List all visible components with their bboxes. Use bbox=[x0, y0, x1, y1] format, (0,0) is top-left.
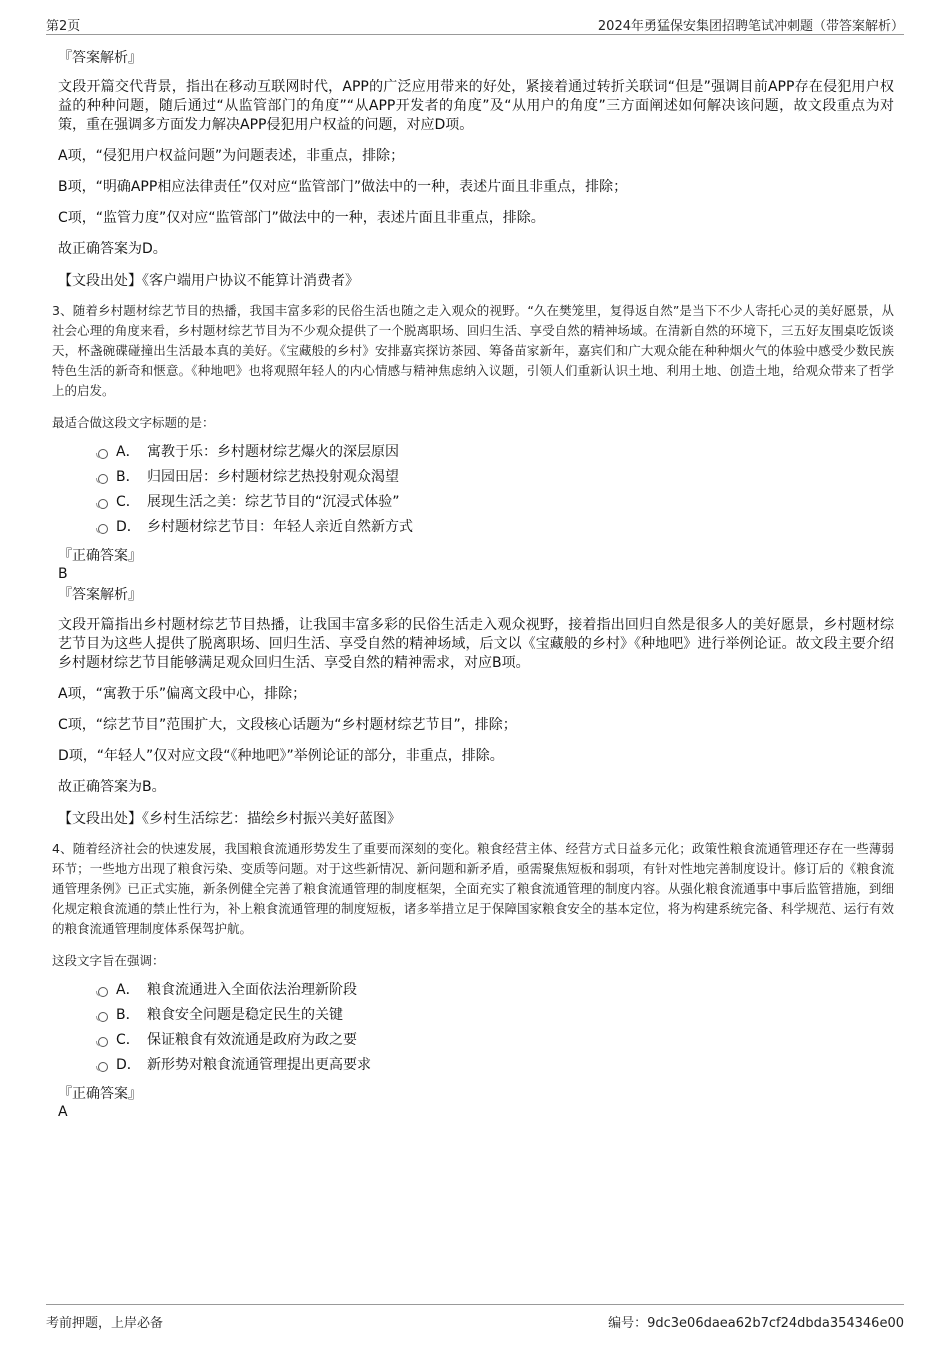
option-text: 新形势对粮食流通管理提出更高要求 bbox=[147, 1057, 371, 1073]
option-text: 展现生活之美：综艺节目的“沉浸式体验” bbox=[147, 494, 400, 510]
analysis-tag: 『答案解析』 bbox=[58, 587, 142, 603]
question-4-prompt: 这段文字旨在强调： bbox=[52, 953, 165, 968]
option-c[interactable] bbox=[58, 490, 894, 515]
option-a[interactable] bbox=[58, 978, 894, 1003]
option-c[interactable] bbox=[58, 1028, 894, 1053]
option-text: 寓教于乐：乡村题材综艺爆火的深层原因 bbox=[147, 444, 399, 460]
passage-source: 【文段出处】《乡村生活综艺：描绘乡村振兴美好蓝图》 bbox=[58, 811, 401, 827]
option-letter: D． bbox=[116, 1057, 141, 1073]
radio-icon[interactable] bbox=[98, 987, 108, 997]
analysis-text: 文段开篇指出乡村题材综艺节目热播，让我国丰富多彩的民俗生活走入观众视野，接着指出回归自然是很多人的美好愿景，乡村题材综艺节目为这些人提供了脱离职场、回归生活、享受自然的精神场域，后文以《宝藏般的乡村》《种地吧》进行举例论证。故文段主要介绍乡村题材综艺节目能够满足观众回归生活、享受自然的精神需求，对应B项。 bbox=[58, 617, 894, 671]
option-letter: C． bbox=[116, 494, 140, 510]
correct-answer: A bbox=[58, 1104, 68, 1120]
option-text: 乡村题材综艺节目：年轻人亲近自然新方式 bbox=[147, 519, 413, 535]
passage-source: 【文段出处】《客户端用户协议不能算计消费者》 bbox=[58, 273, 359, 289]
question-4-stem: 4、随着经济社会的快速发展，我国粮食流通形势发生了重要而深刻的变化。粮食经营主体、经营方式日益多元化；政策性粮食流通管理还存在一些薄弱环节；一些地方出现了粮食污染、变质等问题。对于这些新情况、新问题和新矛盾，亟需聚焦短板和弱项，有针对性地完善制度设计。修订后的《粮食流通管理条例》已正式实施，新条例健全完善了粮食流通管理的制度框架，全面充实了粮食流通管理的制度内容。从强化粮食流通事中事后监管措施，到细化规定粮食流通的禁止性行为，补上粮食流通管理的制度短板，诸多举措立足于保障国家粮食安全的基本定位，将为构建系统完备、科学规范、运行有效的粮食流通管理制度体系保驾护航。 bbox=[52, 841, 894, 936]
analysis-conclusion: 故正确答案为B。 bbox=[58, 779, 166, 795]
option-b[interactable] bbox=[58, 1003, 894, 1028]
page-number: 第2页 bbox=[46, 19, 81, 34]
footer-slogan: 考前押题，上岸必备 bbox=[46, 1316, 164, 1331]
radio-icon[interactable] bbox=[98, 524, 108, 534]
option-text: 粮食安全问题是稳定民生的关键 bbox=[147, 1007, 343, 1023]
option-text: 粮食流通进入全面依法治理新阶段 bbox=[147, 982, 357, 998]
document-serial: 编号：9dc3e06daea62b7cf24dbda354346e00 bbox=[608, 1316, 904, 1331]
correct-answer: B bbox=[58, 566, 68, 582]
option-a[interactable] bbox=[58, 440, 894, 465]
radio-icon[interactable] bbox=[98, 474, 108, 484]
analysis-point-c: C项，“综艺节目”范围扩大，文段核心话题为“乡村题材综艺节目”，排除； bbox=[58, 717, 517, 733]
analysis-point-a: A项，“侵犯用户权益问题”为问题表述，非重点，排除； bbox=[58, 148, 405, 164]
analysis-tag: 『答案解析』 bbox=[58, 50, 142, 66]
radio-icon[interactable] bbox=[98, 1012, 108, 1022]
radio-icon[interactable] bbox=[98, 1037, 108, 1047]
page-content bbox=[52, 48, 894, 1120]
analysis-point-a: A项，“寓教于乐”偏离文段中心，排除； bbox=[58, 686, 307, 702]
option-d[interactable] bbox=[58, 1053, 894, 1078]
option-d[interactable] bbox=[58, 515, 894, 540]
option-letter: D． bbox=[116, 519, 141, 535]
page-header bbox=[46, 12, 904, 35]
analysis-point-b: B项，“明确APP相应法律责任”仅对应“监管部门”做法中的一种，表述片面且非重点，排除； bbox=[58, 179, 628, 195]
radio-icon[interactable] bbox=[98, 499, 108, 509]
document-title: 2024年勇猛保安集团招聘笔试冲刺题（带答案解析） bbox=[597, 19, 904, 34]
analysis-point-d: D项，“年轻人”仅对应文段“《种地吧》”举例论证的部分，非重点，排除。 bbox=[58, 748, 504, 764]
page-footer bbox=[46, 1304, 904, 1331]
question-3-prompt: 最适合做这段文字标题的是： bbox=[52, 415, 215, 430]
option-b[interactable] bbox=[58, 465, 894, 490]
option-text: 保证粮食有效流通是政府为政之要 bbox=[147, 1032, 357, 1048]
option-text: 归园田居：乡村题材综艺热投射观众渴望 bbox=[147, 469, 399, 485]
question-4-options bbox=[58, 978, 894, 1078]
correct-answer-tag: 『正确答案』 bbox=[58, 548, 142, 564]
option-letter: A． bbox=[116, 982, 140, 998]
analysis-text: 文段开篇交代背景，指出在移动互联网时代，APP的广泛应用带来的好处，紧接着通过转折关联词“但是”强调目前APP存在侵犯用户权益的种种问题，随后通过“从监管部门的角度”“从APP开发者的角度”及“从用户的角度”三方面阐述如何解决该问题，故文段重点为对策，重在强调多方面发力解决APP侵犯用户权益的问题，对应D项。 bbox=[58, 79, 894, 133]
radio-icon[interactable] bbox=[98, 449, 108, 459]
correct-answer-tag: 『正确答案』 bbox=[58, 1086, 142, 1102]
analysis-conclusion: 故正确答案为D。 bbox=[58, 241, 167, 257]
option-letter: A． bbox=[116, 444, 140, 460]
question-3-options bbox=[58, 440, 894, 540]
question-3-stem: 3、随着乡村题材综艺节目的热播，我国丰富多彩的民俗生活也随之走入观众的视野。“久在樊笼里，复得返自然”是当下不少人寄托心灵的美好愿景，从社会心理的角度来看，乡村题材综艺节目为不少观众提供了一个脱离职场、回归生活、享受自然的精神场域。在清新自然的环境下，三五好友围桌吃饭谈天，杯盏碗碟碰撞出生活最本真的美好。《宝藏般的乡村》安排嘉宾探访茶园、筹备苗家新年，嘉宾们和广大观众能在种种烟火气的体验中感受少数民族特色生活的新奇和惬意。《种地吧》也将观照年轻人的内心情感与精神焦虑纳入议题，引领人们重新认识土地、利用土地、创造土地，给观众带来了哲学上的启发。 bbox=[52, 303, 894, 398]
option-letter: C． bbox=[116, 1032, 140, 1048]
analysis-point-c: C项，“监管力度”仅对应“监管部门”做法中的一种，表述片面且非重点，排除。 bbox=[58, 210, 545, 226]
radio-icon[interactable] bbox=[98, 1062, 108, 1072]
option-letter: B． bbox=[116, 469, 140, 485]
option-letter: B． bbox=[116, 1007, 140, 1023]
